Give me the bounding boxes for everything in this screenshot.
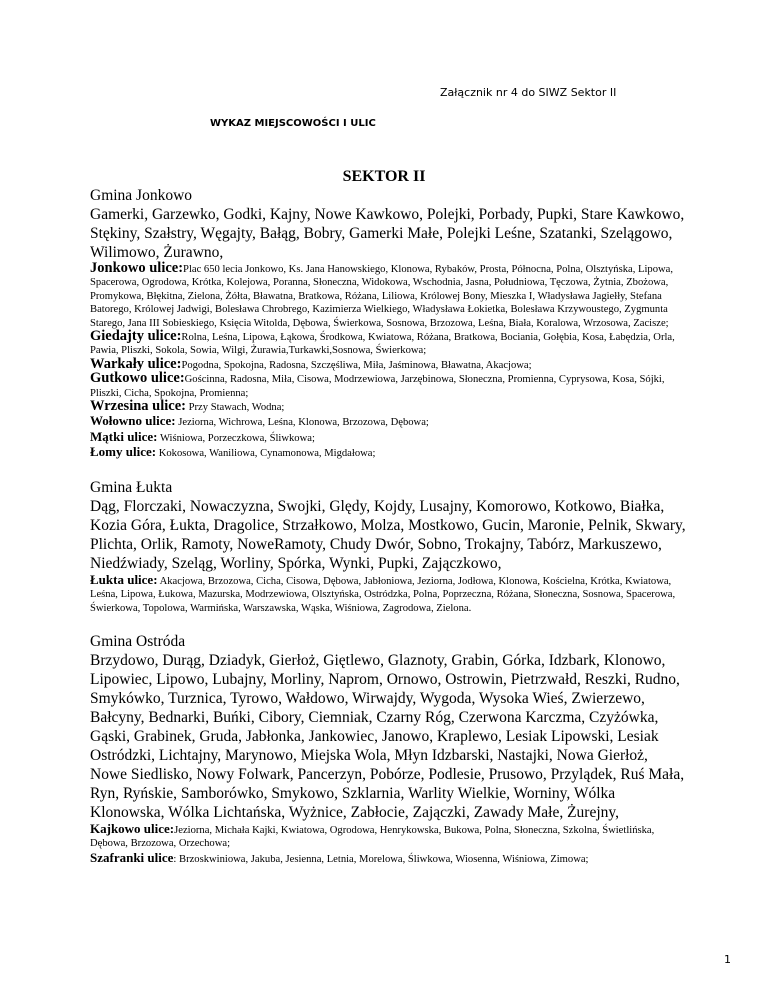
street-entry: [90, 573, 688, 615]
street-label: Gutkowo ulice:: [90, 370, 185, 387]
street-entry: [90, 851, 688, 866]
street-label: Jonkowo ulice:: [90, 260, 184, 276]
street-entry: [90, 822, 688, 851]
street-list: Jeziorna, Wichrowa, Leśna, Klonowa, Brzozowa, Dębowa;: [175, 417, 429, 429]
street-entry: [90, 400, 688, 414]
street-list: Plac 650 lecia Jonkowo, Ks. Jana Hanowskiego, Klonowa, Rybaków, Prosta, Północna, Polna, Olsztyńska, Lipowa, Spacerowa, Ogrodowa, Krótka, Kolejowa, Poranna, Słoneczna, Widokowa, Wschodnia, Jasna, Południowa, Tęczowa, Żytnia, Zbożowa, Promykowa, Błękitna, Zielona, Żółta, Bławatna, Bratkowa, Różana, Liliowa, Królowej Bony, Mieszka I, Władysława Jagiełły, Stefana Batorego, Królowej Jadwigi, Bolesława Chrobrego, Kazimierza Wielkiego, Władysława Łokietka, Bolesława Krzywoustego, Zygmunta Starego, Jana III Sobieskiego, Księcia Witolda, Dębowa, Świerkowa, Sosnowa, Brzozowa, Leśna, Biała, Koralowa, Wrzosowa, Zacisze;: [90, 264, 674, 329]
section-spacer: [90, 615, 688, 632]
document-body: [90, 186, 688, 866]
gmina-section-lukta: [90, 478, 688, 615]
sector-title: SEKTOR II: [342, 168, 426, 185]
street-label: Wołowno ulice:: [90, 413, 176, 429]
street-entry: [90, 414, 688, 429]
street-label: Szafranki ulice: [90, 849, 174, 865]
list-title: WYKAZ MIEJSCOWOŚCI I ULIC: [210, 118, 376, 129]
gmina-section-ostroda: [90, 632, 688, 866]
section-spacer: [90, 461, 688, 478]
village-list: Gamerki, Garzewko, Godki, Kajny, Nowe Kawkowo, Polejki, Porbady, Pupki, Stare Kawkowo, Stękiny, Szałstry, Węgajty, Bałąg, Bobry, Gamerki Małe, Polejki Leśne, Szatanki, Szelągowo, Wilimowo, Żurawno,: [90, 206, 685, 261]
street-list: Wiśniowa, Porzeczkowa, Śliwkowa;: [157, 432, 315, 444]
street-label: Mątki ulice:: [90, 428, 158, 444]
street-label: Wrzesina ulice:: [90, 398, 186, 415]
street-entry: [90, 372, 688, 400]
street-label: Łukta ulice:: [90, 571, 158, 587]
village-list: Dąg, Florczaki, Nowaczyzna, Swojki, Ględy, Kojdy, Lusajny, Komorowo, Kotkowo, Białka, Kozia Góra, Łukta, Dragolice, Strzałkowo, Molza, Mostkowo, Gucin, Maronie, Pelnik, Skwary, Plichta, Orlik, Ramoty, NoweRamoty, Chudy Dwór, Sobno, Trokajny, Tabórz, Markuszewo, Niedźwiady, Szeląg, Worliny, Spórka, Wynki, Pupki, Zajączkowo,: [90, 497, 686, 572]
street-entry: [90, 430, 688, 445]
street-entry: [90, 445, 688, 460]
street-list: : Brzoskwiniowa, Jakuba, Jesienna, Letnia, Morelowa, Śliwkowa, Wiosenna, Wiśniowa, Zimowa;: [173, 853, 589, 865]
street-label: Łomy ulice:: [90, 444, 157, 460]
gmina-section-jonkowo: [90, 186, 688, 461]
street-label: Giedajty ulice:: [90, 328, 182, 345]
gmina-name: Gmina Łukta: [90, 478, 173, 496]
street-list: Akacjowa, Brzozowa, Cicha, Cisowa, Dębowa, Jabłoniowa, Jeziorna, Jodłowa, Klonowa, Kościelna, Krótka, Kwiatowa, Leśna, Lipowa, Łukowa, Mazurska, Modrzewiowa, Olsztyńska, Ostródzka, Polna, Poprzeczna, Różana, Słoneczna, Sosnowa, Spacerowa, Świerkowa, Topolowa, Warmińska, Warszawska, Wąska, Wiśniowa, Zagrodowa, Zielona.: [90, 575, 676, 614]
annex-header: Załącznik nr 4 do SIWZ Sektor II: [440, 86, 617, 99]
street-list: Kokosowa, Waniliowa, Cynamonowa, Migdałowa;: [156, 448, 376, 460]
street-list: Rolna, Leśna, Lipowa, Łąkowa, Środkowa, Kwiatowa, Różana, Bratkowa, Bociania, Gołębia, Kosa, Łabędzia, Orla, Pawia, Pliszki, Sokola, Sowia, Wilgi, Żurawia,Turkawki,Sosnowa, Świerkowa;: [90, 332, 675, 357]
street-entry: [90, 330, 688, 358]
street-list: Przy Stawach, Wodna;: [185, 402, 285, 414]
gmina-name: Gmina Jonkowo: [90, 187, 193, 204]
page-number: 1: [724, 953, 731, 966]
street-list: Jeziorna, Michała Kajki, Kwiatowa, Ogrodowa, Henrykowska, Bukowa, Polna, Słoneczna, Szkolna, Świetlińska, Dębowa, Brzozowa, Orzechowa;: [90, 824, 655, 850]
street-list: Gościnna, Radosna, Miła, Cisowa, Modrzewiowa, Jarzębinowa, Słoneczna, Promienna, Cyprysowa, Kosa, Sójki, Pliszki, Cicha, Spokojna, Promienna;: [90, 374, 665, 399]
street-label: Warkały ulice:: [90, 355, 182, 372]
village-list: Brzydowo, Durąg, Dziadyk, Gierłoż, Giętlewo, Glaznoty, Grabin, Górka, Idzbark, Klonowo, Lipowiec, Lipowo, Lubajny, Morliny, Naprom, Ornowo, Ostrowin, Pietrzwałd, Reszki, Rudno, Smykówko, Turznica, Tyrowo, Wałdowo, Wirwajdy, Wygoda, Wysoka Wieś, Zwierzewo, Bałcyny, Bednarki, Buńki, Cibory, Ciemniak, Czarny Róg, Czerwona Karczma, Czyżówka, Gąski, Grabinek, Gruda, Jabłonka, Jankowiec, Janowo, Kraplewo, Lesiak Lipowski, Lesiak Ostródzki, Lichtajny, Marynowo, Miejska Wola, Młyn Idzbarski, Nastajki, Nowa Gierłoż, Nowe Siedlisko, Nowy Folwark, Pancerzyn, Pobórze, Podlesie, Prusowo, Przylądek, Ruś Mała, Ryn, Ryńskie, Samborówko, Smykowo, Szklarnia, Warlity Wielkie, Worniny, Wólka Klonowska, Wólka Lichtańska, Wyżnice, Zabłocie, Zajączki, Zawady Małe, Żurejny,: [90, 651, 685, 821]
gmina-name: Gmina Ostróda: [90, 632, 186, 650]
street-list: Pogodna, Spokojna, Radosna, Szczęśliwa, Miła, Jaśminowa, Bławatna, Akacjowa;: [181, 359, 532, 371]
street-entry: [90, 262, 688, 330]
street-label: Kajkowo ulice:: [90, 820, 175, 836]
